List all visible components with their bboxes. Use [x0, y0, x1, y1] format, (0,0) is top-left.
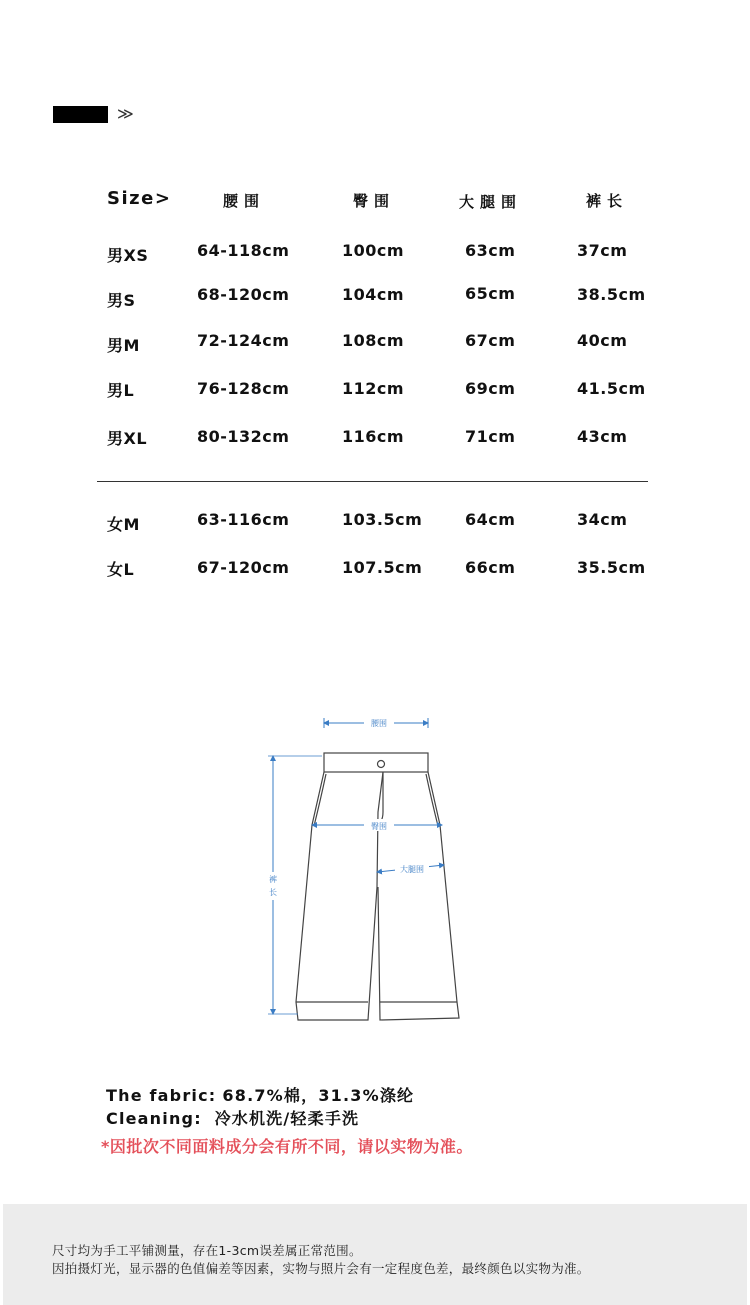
row-waist: 63-116cm — [197, 510, 290, 529]
row-waist: 80-132cm — [197, 427, 290, 446]
footer-line-1: 尺寸均为手工平铺测量，存在1-3cm误差属正常范围。 — [52, 1243, 362, 1258]
row-length: 34cm — [577, 510, 628, 529]
row-size-label: 男XS — [107, 246, 149, 265]
fabric-label: The fabric: — [106, 1086, 217, 1105]
row-length: 40cm — [577, 331, 628, 350]
thigh-label: 大腿围 — [400, 865, 424, 874]
hip-label: 臀围 — [371, 822, 387, 831]
row-hip: 103.5cm — [342, 510, 423, 529]
cleaning-info — [106, 1106, 359, 1129]
row-size-label: 男S — [107, 291, 136, 310]
row-size-label: 男L — [107, 381, 135, 400]
row-size-label: 女L — [107, 560, 135, 579]
row-size-label: 男XL — [107, 429, 148, 448]
double-chevron-icon: ≫ — [117, 104, 134, 123]
row-thigh: 71cm — [465, 427, 516, 446]
column-header-size: Size> — [107, 188, 172, 209]
table-divider — [97, 481, 648, 482]
row-waist: 64-118cm — [197, 241, 290, 260]
column-header-thigh: 大腿围 — [459, 193, 523, 211]
header-black-bar — [53, 106, 108, 123]
cleaning-label: Cleaning: — [106, 1109, 202, 1128]
row-waist: 68-120cm — [197, 285, 290, 304]
column-header-hip: 臀围 — [353, 192, 396, 210]
row-waist: 76-128cm — [197, 379, 290, 398]
row-length: 37cm — [577, 241, 628, 260]
row-thigh: 63cm — [465, 241, 516, 260]
column-header-waist: 腰围 — [223, 192, 266, 210]
pants-outline — [296, 753, 459, 1020]
waist-label: 腰围 — [371, 719, 387, 728]
row-length: 38.5cm — [577, 285, 646, 304]
row-thigh: 67cm — [465, 331, 516, 350]
fabric-value: 68.7%棉，31.3%涤纶 — [222, 1086, 415, 1105]
footer-disclaimer — [3, 1204, 747, 1305]
row-thigh: 66cm — [465, 558, 516, 577]
row-hip: 108cm — [342, 331, 405, 350]
footer-line-2: 因拍摄灯光，显示器的色值偏差等因素，实物与照片会有一定程度色差，最终颜色以实物为准。 — [52, 1261, 590, 1276]
row-size-label: 女M — [107, 515, 140, 534]
fabric-info — [106, 1083, 414, 1106]
row-size-label: 男M — [107, 336, 140, 355]
length-label-1: 裤 — [269, 875, 277, 884]
row-hip: 104cm — [342, 285, 405, 304]
row-hip: 107.5cm — [342, 558, 423, 577]
row-length: 41.5cm — [577, 379, 646, 398]
row-hip: 100cm — [342, 241, 405, 260]
row-hip: 112cm — [342, 379, 405, 398]
column-header-length: 裤长 — [586, 192, 629, 210]
batch-notice: *因批次不同面料成分会有所不同，请以实物为准。 — [101, 1137, 473, 1156]
row-waist: 67-120cm — [197, 558, 290, 577]
pants-measurement-diagram — [260, 712, 460, 1032]
row-thigh: 64cm — [465, 510, 516, 529]
row-hip: 116cm — [342, 427, 405, 446]
row-length: 35.5cm — [577, 558, 646, 577]
length-label-2: 长 — [269, 888, 277, 897]
row-thigh: 65cm — [465, 284, 516, 303]
cleaning-value: 冷水机洗/轻柔手洗 — [214, 1109, 360, 1128]
row-thigh: 69cm — [465, 379, 516, 398]
row-length: 43cm — [577, 427, 628, 446]
row-waist: 72-124cm — [197, 331, 290, 350]
